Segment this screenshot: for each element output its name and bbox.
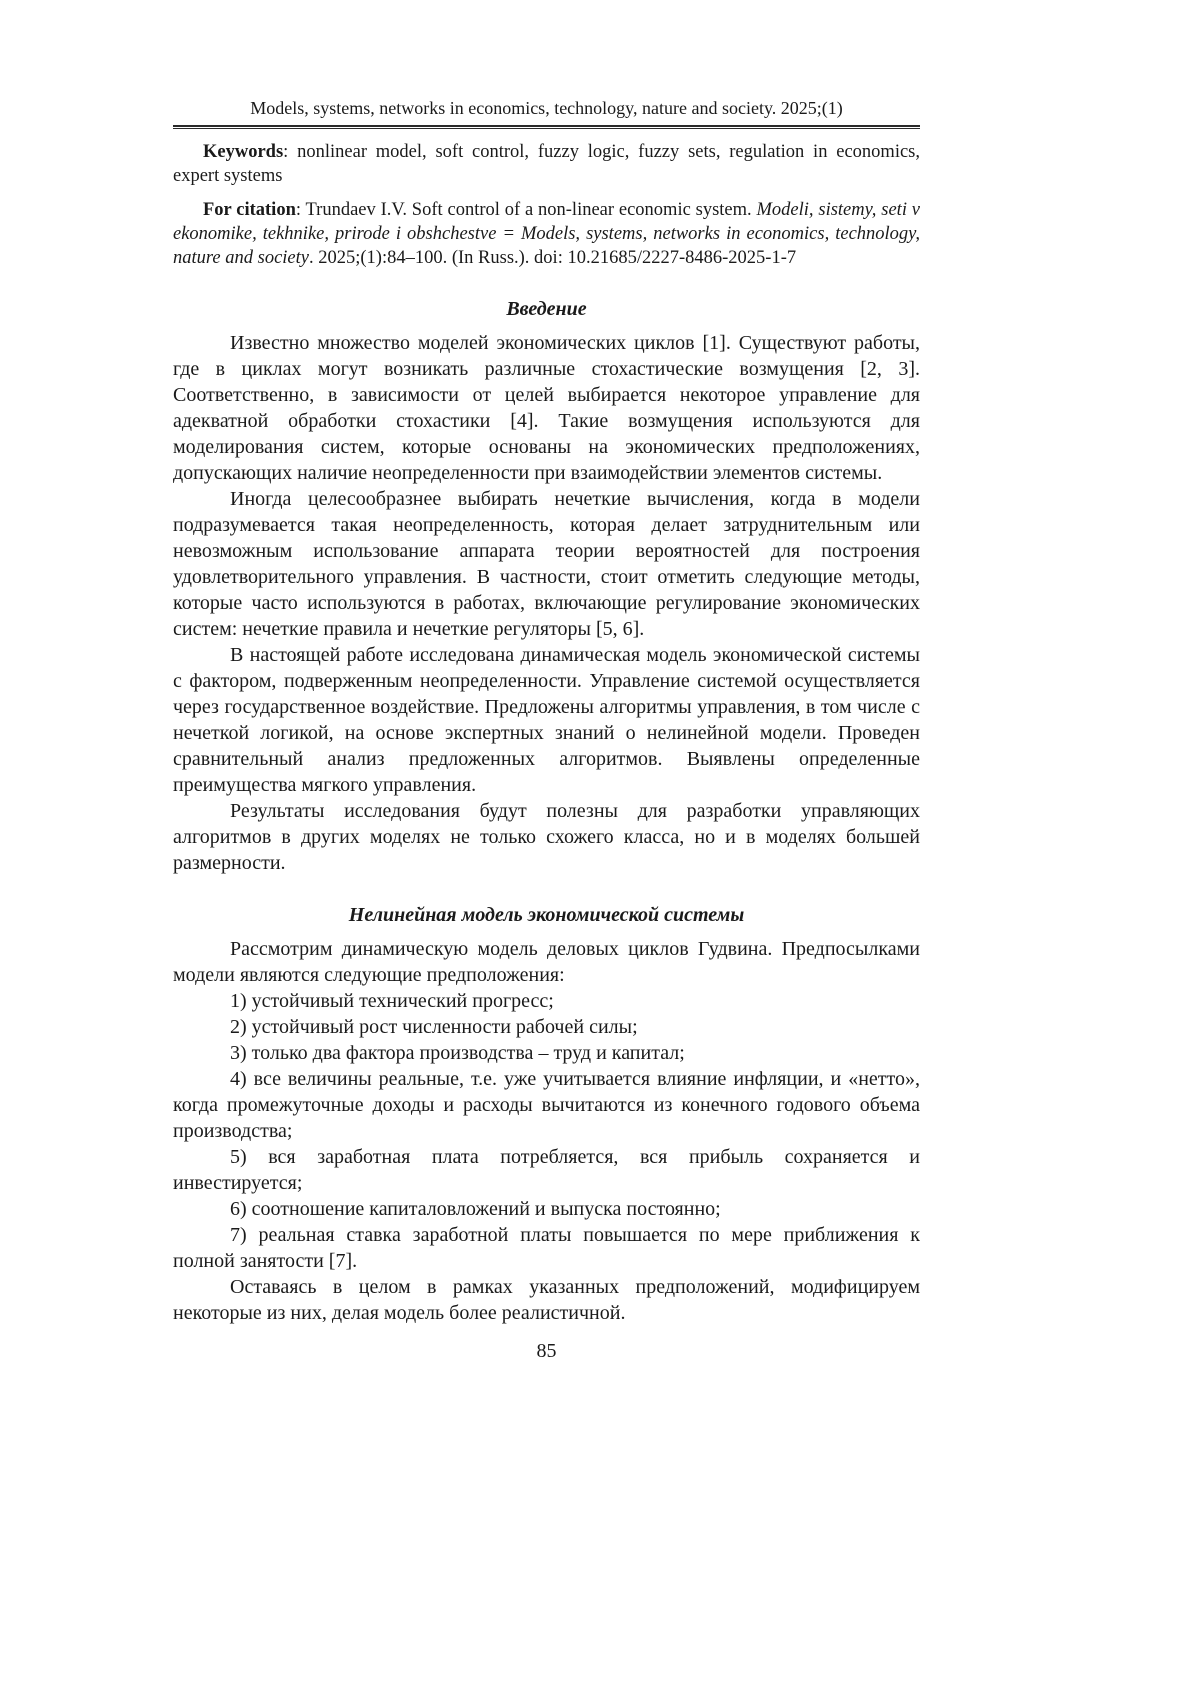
- assumption-list-item: 6) соотношение капиталовложений и выпуска постоянно;: [230, 1198, 721, 1220]
- intro-paragraph: Результаты исследования будут полезны для разработки управляющих алгоритмов в других моделях не только схожего класса, но и в моделях большей размерности.: [173, 800, 920, 874]
- citation-text-after: . 2025;(1):84–100. (In Russ.). doi: 10.21685/2227-8486-2025-1-7: [308, 248, 797, 268]
- section-heading-model: Нелинейная модель экономической системы: [348, 904, 745, 926]
- keywords-text: : nonlinear model, soft control, fuzzy logic, fuzzy sets, regulation in economics, expert systems: [173, 142, 920, 186]
- intro-paragraph: Известно множество моделей экономических циклов [1]. Существуют работы, где в циклах могут возникать различные стохастические возмущения [2, 3]. Соответственно, в зависимости от целей выбирается некоторое управление для адекватной обработки стохастики [4]. Такие возмущения используются для моделирования систем, которые основаны на экономических предположениях, допускающих наличие неопределенности при взаимодействии элементов системы.: [173, 332, 920, 484]
- keywords-label: Keywords: [203, 142, 284, 162]
- citation-text-before: : Trundaev I.V. Soft control of a non-linear economic system.: [295, 200, 757, 220]
- assumption-list-item: 2) устойчивый рост численности рабочей силы;: [230, 1016, 638, 1038]
- keywords-paragraph: [173, 140, 920, 188]
- page: [173, 96, 920, 1364]
- citation-paragraph: [173, 198, 920, 270]
- intro-paragraph: Иногда целесообразнее выбирать нечеткие вычисления, когда в модели подразумевается такая неопределенность, которая делает затруднительным или невозможным использование аппарата теории вероятностей для построения удовлетворительного управления. В частности, стоит отметить следующие методы, которые часто используются в работах, включающие регулирование экономических систем: нечеткие правила и нечеткие регуляторы [5, 6].: [173, 488, 920, 640]
- assumption-list-item: 3) только два фактора производства – труд и капитал;: [230, 1042, 685, 1064]
- assumption-list-item: 4) все величины реальные, т.е. уже учитывается влияние инфляции, и «нетто», когда промежуточные доходы и расходы вычитаются из конечного годового объема производства;: [173, 1068, 920, 1142]
- assumption-list-item: 5) вся заработная плата потребляется, вся прибыль сохраняется и инвестируется;: [173, 1146, 920, 1194]
- citation-journal: Modeli, sistemy, seti v ekonomike, tekhnike, prirode i obshchestve = Models, systems, networks in economics, technology, nature and society: [173, 200, 921, 268]
- model-paragraph: Оставаясь в целом в рамках указанных предположений, модифицируем некоторые из них, делая модель более реалистичной.: [173, 1276, 920, 1324]
- intro-paragraph: В настоящей работе исследована динамическая модель экономической системы с фактором, подверженным неопределенности. Управление системой осуществляется через государственное воздействие. Предложены алгоритмы управления, в том числе с нечеткой логикой, на основе экспертных знаний о нелинейной модели. Проведен сравнительный анализ предложенных алгоритмов. Выявлены определенные преимущества мягкого управления.: [173, 644, 920, 796]
- page-number: 85: [536, 1340, 557, 1362]
- assumption-list-item: 1) устойчивый технический прогресс;: [230, 990, 554, 1012]
- header-rule: [173, 125, 920, 129]
- running-header: Models, systems, networks in economics, technology, nature and society. 2025;(1): [250, 98, 843, 118]
- assumption-list-item: 7) реальная ставка заработной платы повышается по мере приближения к полной занятости [7].: [173, 1224, 920, 1272]
- citation-label: For citation: [203, 200, 296, 220]
- section-heading-intro: Введение: [506, 298, 587, 320]
- model-paragraph: Рассмотрим динамическую модель деловых циклов Гудвина. Предпосылками модели являются следующие предположения:: [173, 938, 920, 986]
